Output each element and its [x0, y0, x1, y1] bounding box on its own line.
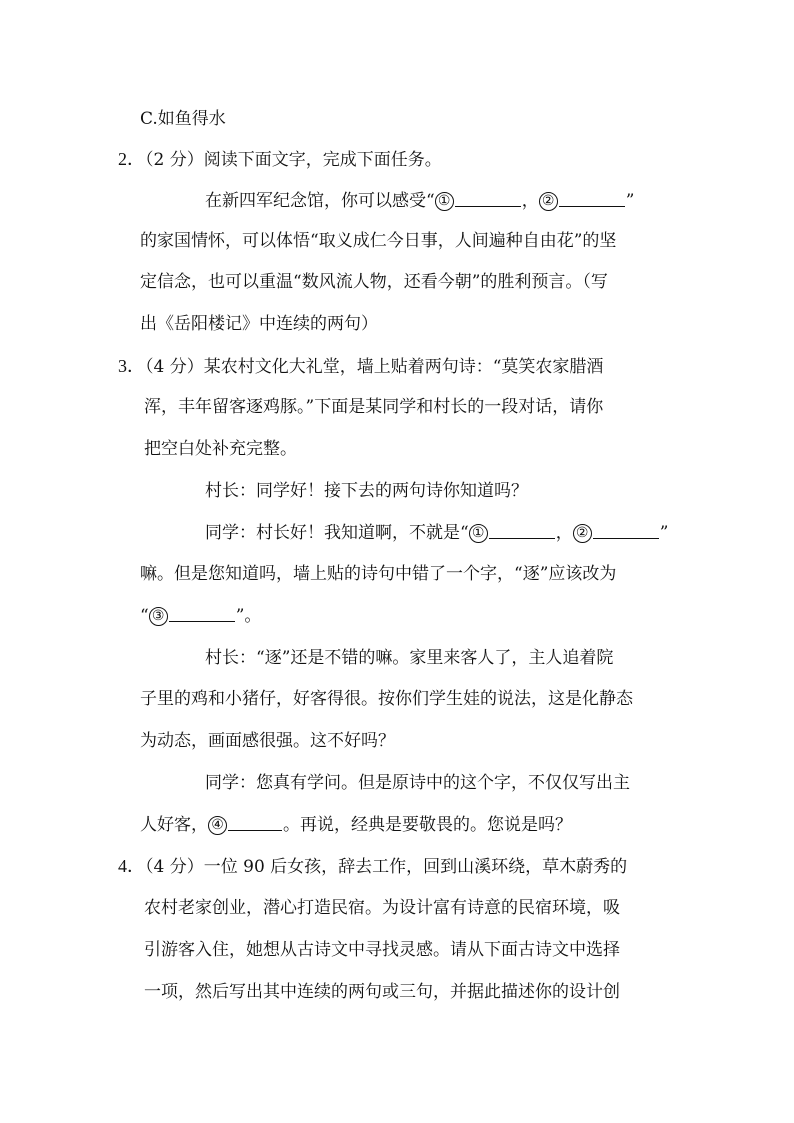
circle-1-marker: ①	[435, 192, 454, 211]
answer-blank[interactable]	[228, 814, 282, 831]
dialogue-line-4	[140, 605, 261, 627]
answer-blank[interactable]	[169, 605, 235, 622]
question-3-stem-2: 浑，丰年留客逐鸡豚。”下面是某同学和村长的一段对话，请你	[144, 397, 604, 417]
question-2-stem	[118, 148, 442, 171]
dialogue-line-1: 村长：同学好！接下去的两句诗你知道吗？	[205, 481, 528, 501]
answer-blank[interactable]	[455, 190, 521, 207]
option-c: C.如鱼得水	[140, 109, 226, 129]
question-2-line-1	[205, 190, 634, 212]
question-4-stem-2: 农村老家创业，潜心打造民宿。为设计富有诗意的民宿环境，吸	[144, 898, 620, 918]
dialogue-line-3: 嘛。但是您知道吗，墙上贴的诗句中错了一个字，“逐”应该改为	[140, 564, 617, 584]
answer-blank[interactable]	[559, 190, 625, 207]
question-3-stem-3: 把空白处补充完整。	[144, 439, 297, 459]
circle-2-marker: ②	[539, 192, 558, 211]
answer-blank[interactable]	[489, 522, 555, 539]
dialogue-line-8: 同学：您真有学问。但是原诗中的这个字，不仅仅写出主	[205, 773, 630, 793]
circle-1-marker: ①	[469, 524, 488, 543]
question-3-stem-1	[118, 355, 603, 378]
text: ”	[659, 523, 669, 543]
circle-2-marker: ②	[573, 524, 592, 543]
dialogue-line-7: 为动态，画面感很强。这不好吗？	[140, 731, 395, 751]
text: ”。	[235, 606, 262, 626]
answer-blank[interactable]	[593, 522, 659, 539]
question-4-stem-1	[118, 855, 627, 878]
text: 同学：村长好！我知道啊，不就是“	[205, 523, 469, 543]
dialogue-line-6: 子里的鸡和小猪仔，好客得很。按你们学生娃的说法，这是化静态	[140, 689, 633, 709]
dialogue-line-5: 村长：“逐”还是不错的嘛。家里来客人了，主人追着院	[205, 648, 614, 668]
text: 人好客，	[140, 815, 208, 835]
dialogue-line-2	[205, 522, 668, 544]
question-4-stem-4: 一项，然后写出其中连续的两句或三句，并据此描述你的设计创	[144, 982, 620, 1002]
text: ，	[555, 523, 573, 543]
question-number: 2．	[118, 149, 145, 169]
text: ”	[625, 191, 635, 211]
question-4-stem-3: 引游客入住，她想从古诗文中寻找灵感。请从下面古诗文中选择	[144, 940, 620, 960]
question-text: （4 分）某农村文化大礼堂，墙上贴着两句诗：“莫笑农家腊酒	[145, 357, 604, 377]
question-2-line-3: 定信念，也可以重温“数风流人物，还看今朝”的胜利预言。（写	[140, 272, 608, 292]
text: “	[140, 606, 149, 626]
question-number: 3．	[118, 356, 145, 376]
question-2-line-4: 出《岳阳楼记》中连续的两句）	[140, 314, 378, 334]
circle-4-marker: ④	[208, 816, 227, 835]
question-2-line-2: 的家国情怀，可以体悟“取义成仁今日事，人间遍种自由花”的坚	[140, 231, 617, 251]
text: 。再说，经典是要敬畏的。您说是吗？	[283, 815, 572, 835]
text: ，	[521, 191, 539, 211]
dialogue-line-9	[140, 814, 572, 836]
question-text: （2 分）阅读下面文字，完成下面任务。	[145, 150, 442, 170]
text: 在新四军纪念馆，你可以感受“	[205, 191, 435, 211]
question-text: （4 分）一位 90 后女孩，辞去工作，回到山溪环绕，草木蔚秀的	[145, 857, 628, 877]
question-number: 4．	[118, 856, 145, 876]
circle-3-marker: ③	[149, 607, 168, 626]
